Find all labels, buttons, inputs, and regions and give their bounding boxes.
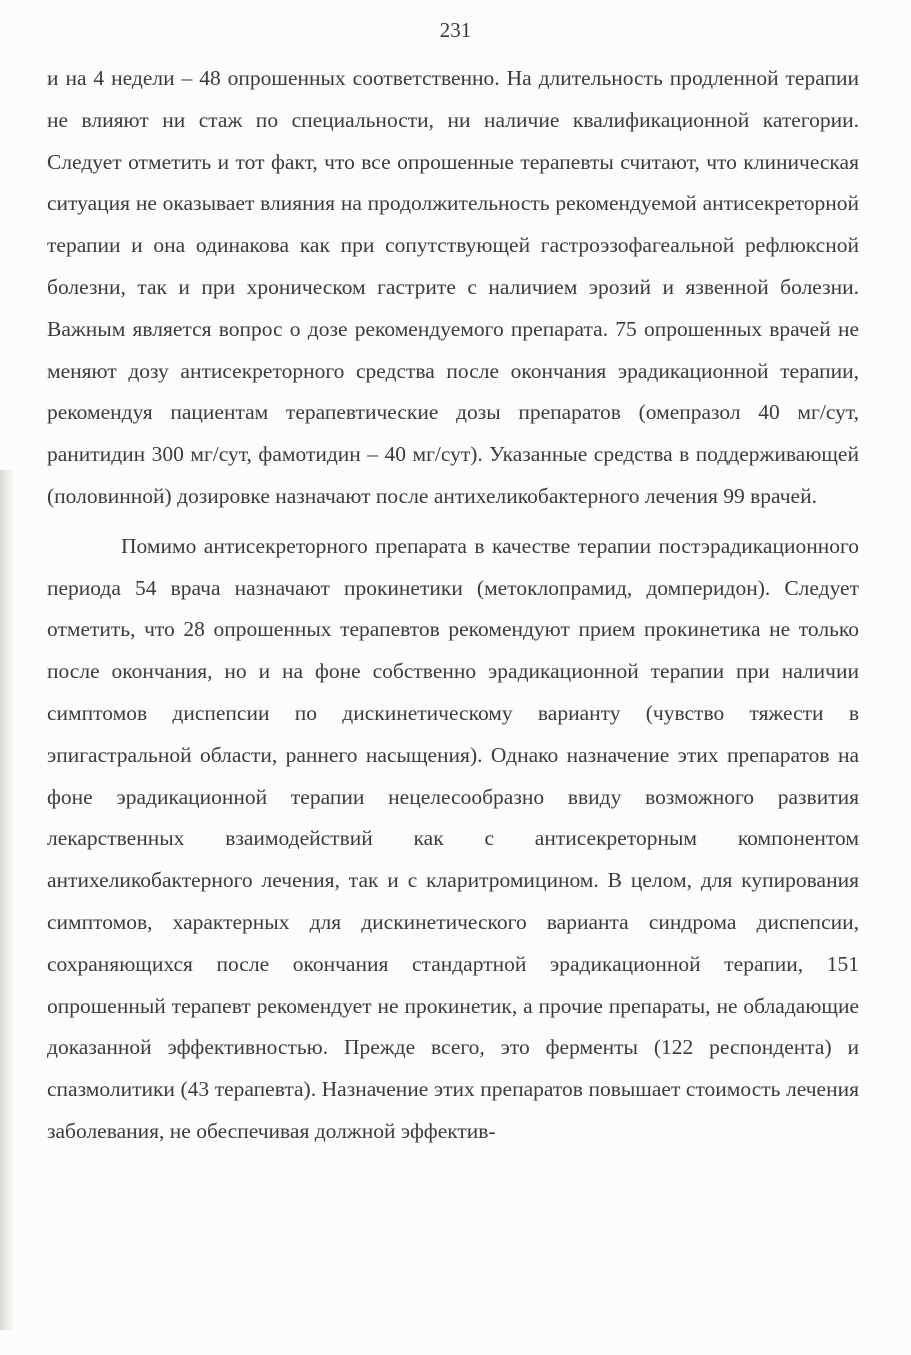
paragraph-prokinetics: Помимо антисекреторного препарата в качестве терапии постэрадикационного периода 54 врача назначают прокинетики (метоклопрамид, домперидон). Следует отметить, что 28 опрошенных терапевтов рекомендуют прием прокинетика не только после окончания, но и на фоне собственно эрадикационной терапии при наличии симптомов диспепсии по дискинетическому варианту (чувство тяжести в эпигастральной области, раннего насыщения). Однако назначение этих препаратов на фоне эрадикационной терапии нецелесообразно ввиду возможного развития лекарственных взаимодействий как с антисекреторным компонентом антихеликобактерного лечения, так и с кларитромицином. В целом, для купирования симптомов, характерных для дискинетического варианта синдрома диспепсии, сохраняющихся после окончания стандартной эрадикационной терапии, 151 опрошенный терапевт рекомендует не прокинетик, а прочие препараты, не обладающие доказанной эффективностью. Прежде всего, это ферменты (122 респондента) и спазмолитики (43 терапевта). Назначение этих препаратов повышает стоимость лечения заболевания, не обеспечивая должной эффектив- bbox=[47, 533, 859, 1143]
paragraph-continuation: и на 4 недели – 48 опрошенных соответственно. На длительность продленной терапии не влияют ни стаж по специальности, ни наличие квалификационной категории. Следует отметить и тот факт, что все опрошенные терапевты считают, что клиническая ситуация не оказывает влияния на продолжительность рекомендуемой антисекреторной терапии и она одинакова как при сопутствующей гастроэзофагеальной рефлюксной болезни, так и при хроническом гастрите с наличием эрозий и язвенной болезни. Важным является вопрос о дозе рекомендуемого препарата. 75 опрошенных врачей не меняют дозу антисекреторного средства после окончания эрадикационной терапии, рекомендуя пациентам терапевтические дозы препаратов (омепразол 40 мг/сут, ранитидин 300 мг/сут, фамотидин – 40 мг/сут). Указанные средства в поддерживающей (половинной) дозировке назначают после антихеликобактерного лечения 99 врачей. bbox=[47, 66, 859, 508]
page-number: 231 bbox=[439, 18, 472, 42]
scan-shadow-edge bbox=[0, 470, 14, 1330]
body-text bbox=[47, 58, 859, 1153]
